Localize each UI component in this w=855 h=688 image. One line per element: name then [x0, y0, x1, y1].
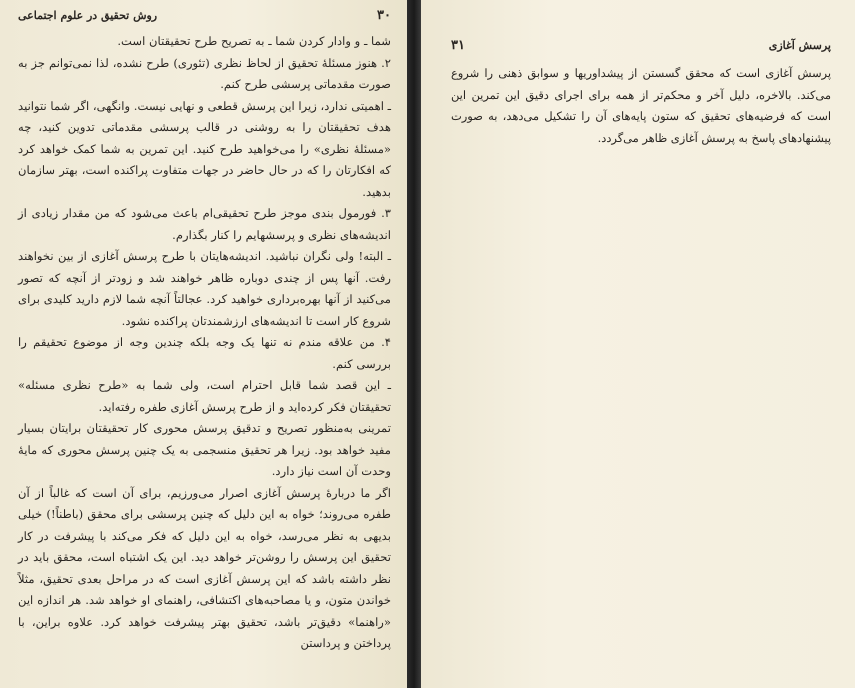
- left-paragraph: ۳. فورمول بندی موجز طرح تحقیقی‌ام باعث می‌شود که من مقدار زیادی از اندیشه‌های نظری و پرسشهایم را کنار بگذارم.: [18, 206, 391, 242]
- left-paragraph: تمرینی به‌منظور تصریح و تدقیق پرسش محوری کار تحقیقتان برایتان بسیار مفید خواهد بود. زیرا هر تحقیق منسجمی به یک چنین پرسش محوری که مایهٔ وحدت آن است نیاز دارد.: [18, 421, 391, 478]
- left-paragraph: ـ البته! ولی نگران نباشید. اندیشه‌هایتان با طرح پرسش آغازی از بین نخواهند رفت. آنها پس از چندی دوباره ظاهر خواهند شد و زودتر از آنچه که تصور می‌کنید از آنها بهره‌برداری خواهید کرد. عجالتاً آنچه شما لازم دارید کلیدی برای شروع کار است تا اندیشه‌های ارزشمندتان پراکنده نشود.: [18, 249, 391, 328]
- right-page-number: ۳۱: [451, 38, 465, 53]
- left-running-header: [18, 8, 391, 23]
- left-paragraph: ۲. هنوز مسئلهٔ تحقیق از لحاظ نظری (تئوری) طرح نشده، لذا نمی‌توانم جز به صورت مقدماتی پرسشی طرح کنم.: [18, 55, 391, 91]
- left-paragraph: اگر ما دربارهٔ پرسش آغازی اصرار می‌ورزیم، برای آن است که غالباً از آن طفره می‌روند؛ خواه به این دلیل که چنین پرسشی برای محقق (باطناً!) خیلی بدیهی به نظر می‌رسد، خواه به این دلیل که فکر می‌کند با پیشرفت در کار تحقیق این پرسش را روشن‌تر خواهد دید. این یک اشتباه است، محقق باید در نظر داشته باشد که این پرسش آغازی است که در مراحل بعدی تحقیق، مثلاً خواندن متون، و یا مصاحبه‌های اکتشافی، راهنمای او خواهد شد. هر اندازه این «راهنما» دقیق‌تر باشد، تحقیق بهتر پیشرفت خواهد کرد. علاوه براین، با پرداختن و پرداستن: [18, 485, 391, 650]
- right-running-header: [451, 38, 831, 53]
- left-running-head-title: روش تحقیق در علوم اجتماعی: [18, 9, 158, 22]
- book-gutter: [407, 0, 421, 688]
- left-paragraph: ـ اهمیتی ندارد، زیرا این پرسش قطعی و نهایی نیست. وانگهی، اگر شما نتوانید هدف تحقیقتان را به روشنی در قالب پرسشی مقدماتی تدوین کنید، چه «مسئلهٔ نظری» را می‌خواهید طرح کنید. این تمرین به شما کمک خواهد کرد که افکارتان را که در حال حاضر در جهات متفاوت پراکنده است، بهتر سازمان بدهید.: [18, 98, 391, 199]
- left-page-number: ۳۰: [377, 8, 391, 23]
- right-running-head-title: پرسش آغازی: [768, 39, 831, 52]
- right-page: [421, 0, 855, 688]
- left-paragraph: ۴. من علاقه مندم نه تنها یک وجه بلکه چندین وجه از موضوع تحقیقم را بررسی کنم.: [18, 335, 391, 371]
- left-paragraph: شما ـ و وادار کردن شما ـ به تصریح طرح تحقیقتان است.: [117, 34, 391, 48]
- right-paragraph: پرسش آغازی است که محقق گسستن از پیشداوریها و سوابق ذهنی را شروع می‌کند. بالاخره، دلیل آخر و محکم‌تر از همه برای اجرای دقیق این تمرین این است که فرضیه‌های تحقیق که ستون پایه‌های آن را تشکیل می‌دهد، به صورت پیشنهادهای پاسخ به پرسش آغازی ظاهر می‌گردد.: [451, 66, 831, 145]
- left-body-text: [18, 31, 391, 655]
- left-paragraph: ـ این قصد شما قابل احترام است، ولی شما به «طرح نظری مسئله» تحقیقتان فکر کرده‌اید و از طرح پرسش آغازی طفره رفته‌اید.: [18, 378, 391, 414]
- left-page: [0, 0, 407, 688]
- right-body-text: [451, 63, 831, 149]
